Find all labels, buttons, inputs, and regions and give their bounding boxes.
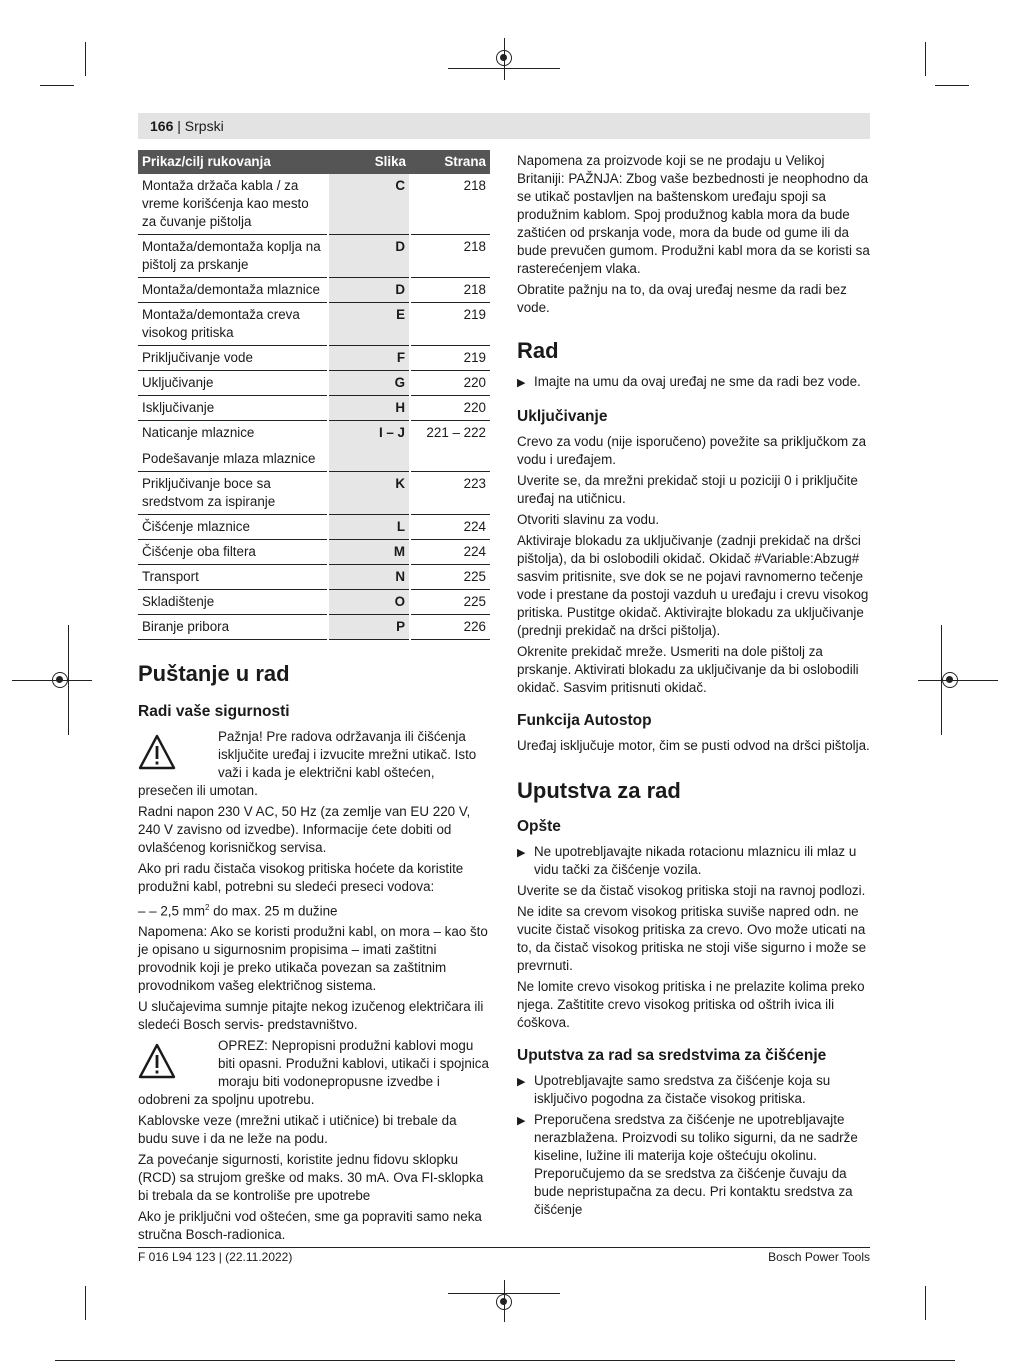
cell-figure: L (328, 515, 410, 540)
warning-triangle-icon (138, 734, 180, 774)
body-paragraph: Ne lomite crevo visokog pritiska i ne prelazite kolima preko njega. Zaštitite crevo visokog pritiska od oštrih ivica ili ćoškova. (517, 979, 865, 1030)
cell-operation (138, 421, 328, 472)
section-heading: Rad (517, 338, 559, 363)
cell-operation: Transport (138, 565, 328, 590)
registration-mark-icon (942, 672, 958, 688)
bullet-text: Upotrebljavajte samo sredstva za čišćenje koja su isključivo pogodna za čistače visokog pritiska. (534, 1073, 831, 1106)
body-paragraph: Crevo za vodu (nije isporučeno) povežite sa priključkom za vodu i uređajem. (517, 434, 867, 467)
cell-operation-line: Podešavanje mlaza mlaznice (142, 451, 316, 466)
cell-operation: Montaža/demontaža koplja na pištolj za prskanje (138, 235, 328, 278)
footer-rule (138, 1247, 870, 1248)
body-paragraph: Aktiviraje blokadu za uključivanje (zadnji prekidač na dršci pištolja), da bi oslobodili okidač. Okidač #Variable:Abzug# sasvim pritisnite, sve dok se ne pojavi ravnomerno tečenje vode i prestane da postoji vazduh u uređaju i crevu visokog pritiska. Pustitge okidač. Aktivirajte blokadu za uključivanje (prednji prekidač na dršci pištolja). (517, 533, 869, 638)
warning-triangle-icon (138, 1043, 180, 1083)
cell-figure: E (328, 303, 410, 346)
table-row (138, 235, 490, 278)
col-header-operation: Prikaz/cilj rukovanja (138, 150, 328, 174)
registration-mark-icon (496, 1294, 512, 1310)
cross-section-value: – – 2,5 mm (138, 903, 205, 919)
warning-block (138, 1037, 490, 1109)
cell-operation: Biranje pribora (138, 615, 328, 640)
table-header-row (138, 150, 490, 174)
cell-page: 218 (410, 235, 490, 278)
bullet-item (517, 843, 871, 879)
table-row (138, 421, 490, 472)
cell-page: 221 – 222 (410, 421, 490, 472)
cell-page: 219 (410, 346, 490, 371)
body-paragraph: Ne idite sa crevom visokog pritiska suviše napred odn. ne vucite čistač visokog pritiska za crevo. Ovo može uticati na to, da čistač visokog pritiska ne stoji više sigurno i može se prevrnuti. (517, 904, 867, 973)
body-paragraph: Radni napon 230 V AC, 50 Hz (za zemlje van EU 220 V, 240 V zavisno od izvedbe). Informacije ćete dobiti od ovlašćenog korisničkog servisa. (138, 804, 471, 855)
bullet-triangle-icon: ▶ (517, 1076, 526, 1088)
page-header: 166 | Srpski (150, 118, 224, 134)
cell-figure: N (328, 565, 410, 590)
cell-page: 218 (410, 174, 490, 235)
body-paragraph: Uređaj isključuje motor, čim se pusti odvod na dršci pištolja. (517, 738, 870, 753)
footer-brand: Bosch Power Tools (768, 1250, 870, 1264)
cell-figure: O (328, 590, 410, 615)
bullet-item (517, 1111, 871, 1219)
col-header-figure: Slika (328, 150, 410, 174)
table-row (138, 540, 490, 565)
cell-page: 224 (410, 515, 490, 540)
crop-mark (925, 42, 926, 76)
body-paragraph: U slučajevima sumnje pitajte nekog izučenog električara ili sledeći Bosch servis- predstavništvo. (138, 999, 484, 1033)
warning-block (138, 728, 490, 800)
bullet-triangle-icon: ▶ (517, 847, 526, 859)
warning-text: OPREZ: Nepropisni produžni kablovi mogu biti opasni. Produžni kablovi, utikači i spojnica moraju biti vodonepropusne izvedbe i odobreni za spoljnu upotrebu. (138, 1038, 489, 1108)
body-paragraph: Za povećanje sigurnosti, koristite jednu fidovu sklopku (RCD) sa strujom greške od maks. 30 mA. Ova FI-sklopka bi trebala da se kontroliše pre upotrebe (138, 1152, 484, 1204)
section-heading: Uputstva za rad (517, 778, 681, 803)
cell-figure: D (328, 278, 410, 303)
cell-figure: K (328, 472, 410, 515)
cell-figure: H (328, 396, 410, 421)
cell-operation-line: Naticanje mlaznice (142, 425, 255, 440)
page-language: Srpski (184, 118, 224, 134)
crop-mark (918, 680, 998, 681)
cell-figure: G (328, 371, 410, 396)
cell-figure: C (328, 174, 410, 235)
body-paragraph: Ako pri radu čistača visokog pritiska hoćete da koristite produžni kabl, potrebni su sledeći preseci vodova: (138, 861, 464, 894)
body-paragraph: Otvoriti slavinu za vodu. (517, 512, 660, 527)
cell-page: 224 (410, 540, 490, 565)
bullet-text: Preporučena sredstva za čišćenje ne upotrebljavajte nerazblažena. Proizvodi su toliko sigurni, da ne sadrže kiseline, lužine ili materija koje oštećuju okolinu. Preporučujemo da se sredstva za čišćenje čuvaju da bude nepristupačna za decu. Pri kontaktu sredstva za čišćenje (534, 1112, 858, 1217)
body-paragraph: Kablovske veze (mrežni utikač i utičnice) bi trebale da budu suve i da ne leže na podu. (138, 1113, 457, 1147)
cell-figure: P (328, 615, 410, 640)
page-header-band (138, 113, 870, 139)
cell-figure: I – J (328, 421, 410, 472)
table-row (138, 565, 490, 590)
cell-page: 218 (410, 278, 490, 303)
body-paragraph: Obratite pažnju na to, da ovaj uređaj nesme da radi bez vode. (517, 282, 847, 315)
cell-figure: D (328, 235, 410, 278)
cell-operation: Montaža držača kabla / za vreme korišćenja kao mesto za čuvanje pištolja (138, 174, 328, 235)
body-paragraph: Uverite se da čistač visokog pritiska stoji na ravnoj podlozi. (517, 883, 866, 898)
right-column (517, 152, 871, 1222)
table-row (138, 396, 490, 421)
body-paragraph: Uverite se, da mrežni prekidač stoji u poziciji 0 i priključite uređaj na utičnicu. (517, 473, 858, 506)
bullet-item (517, 1072, 871, 1108)
cell-figure: F (328, 346, 410, 371)
footer-document-id: F 016 L94 123 | (22.11.2022) (138, 1250, 293, 1264)
bullet-triangle-icon: ▶ (517, 1115, 526, 1127)
registration-mark-icon (52, 672, 68, 688)
table-row (138, 371, 490, 396)
bullet-item (517, 373, 871, 391)
cell-operation: Uključivanje (138, 371, 328, 396)
col-header-page: Strana (410, 150, 490, 174)
cell-page: 223 (410, 472, 490, 515)
cell-page: 226 (410, 615, 490, 640)
subsection-heading: Funkcija Autostop (517, 712, 652, 729)
crop-mark (925, 1286, 926, 1320)
cell-page: 225 (410, 565, 490, 590)
subsection-heading: Uključivanje (517, 408, 608, 425)
body-paragraph: Napomena za proizvode koji se ne prodaju u Velikoj Britaniji: PAŽNJA: Zbog vaše bezbednosti je neophodno da se utikač postavljen na baštenskom uređaju spoji sa produžnim kablom. Spoj produžnog kabla mora da bude zaštićen od prskanja vode, mora da bude od gume ili da bude prevučen gumom. Produžni kabl mora da se koristi sa rasterećenjem vlaka. (517, 153, 870, 276)
body-paragraph: Napomena: Ako se koristi produžni kabl, on mora – kao što je opisano u sigurnosnim propisima – imati zaštitni provodnik koji je preko utikača povezan sa zaštitnim provodnikom vašeg električnog sistema. (138, 924, 488, 994)
cross-section-length: do max. 25 m dužine (209, 903, 338, 919)
bullet-triangle-icon: ▶ (517, 377, 526, 389)
cell-page: 220 (410, 371, 490, 396)
bullet-text: Ne upotrebljavajte nikada rotacionu mlaznicu ili mlaz u vidu tački za čišćenje vozila. (534, 844, 857, 877)
table-row (138, 278, 490, 303)
subsection-heading: Opšte (517, 818, 561, 835)
crop-mark (40, 85, 74, 86)
registration-mark-icon (496, 50, 512, 66)
cell-figure: M (328, 540, 410, 565)
cell-operation: Priključivanje vode (138, 346, 328, 371)
operations-table (138, 150, 490, 640)
cell-operation: Isključivanje (138, 396, 328, 421)
table-row (138, 346, 490, 371)
table-row (138, 515, 490, 540)
crop-mark (935, 85, 969, 86)
cell-page: 219 (410, 303, 490, 346)
subsection-heading: Radi vaše sigurnosti (138, 703, 290, 720)
cell-operation: Čišćenje oba filtera (138, 540, 328, 565)
table-row (138, 303, 490, 346)
cell-operation: Montaža/demontaža mlaznice (138, 278, 328, 303)
warning-text: Pažnja! Pre radova održavanja ili čišćenja isključite uređaj i izvucite mrežni utikač. Isto važi i kada je električni kabl oštećen, presečen ili umotan. (138, 729, 477, 798)
body-paragraph: Ako je priključni vod oštećen, sme ga popraviti samo neka stručna Bosch-radionica. (138, 1209, 482, 1243)
cross-section-line (138, 899, 490, 920)
cell-page: 225 (410, 590, 490, 615)
left-column (138, 150, 490, 1247)
body-paragraph: Okrenite prekidač mreže. Usmeriti na dole pištolj za prskanje. Aktivirati blokadu za uključivanje da bi oslobodili okidač. Sasvim pritisnuti okidač. (517, 644, 859, 695)
table-row (138, 590, 490, 615)
cell-operation: Priključivanje boce sa sredstvom za ispiranje (138, 472, 328, 515)
page-number: 166 (150, 118, 174, 134)
cell-operation: Skladištenje (138, 590, 328, 615)
subsection-heading: Uputstva za rad sa sredstvima za čišćenje (517, 1047, 827, 1064)
table-row (138, 472, 490, 515)
table-row (138, 174, 490, 235)
cell-page: 220 (410, 396, 490, 421)
bullet-text: Imajte na umu da ovaj uređaj ne sme da radi bez vode. (534, 374, 861, 389)
table-row (138, 615, 490, 640)
cell-operation: Montaža/demontaža creva visokog pritiska (138, 303, 328, 346)
crop-mark (85, 1286, 86, 1320)
section-heading: Puštanje u rad (138, 661, 290, 686)
superscript: 2 (204, 903, 210, 912)
crop-mark (85, 42, 86, 76)
cell-operation: Čišćenje mlaznice (138, 515, 328, 540)
